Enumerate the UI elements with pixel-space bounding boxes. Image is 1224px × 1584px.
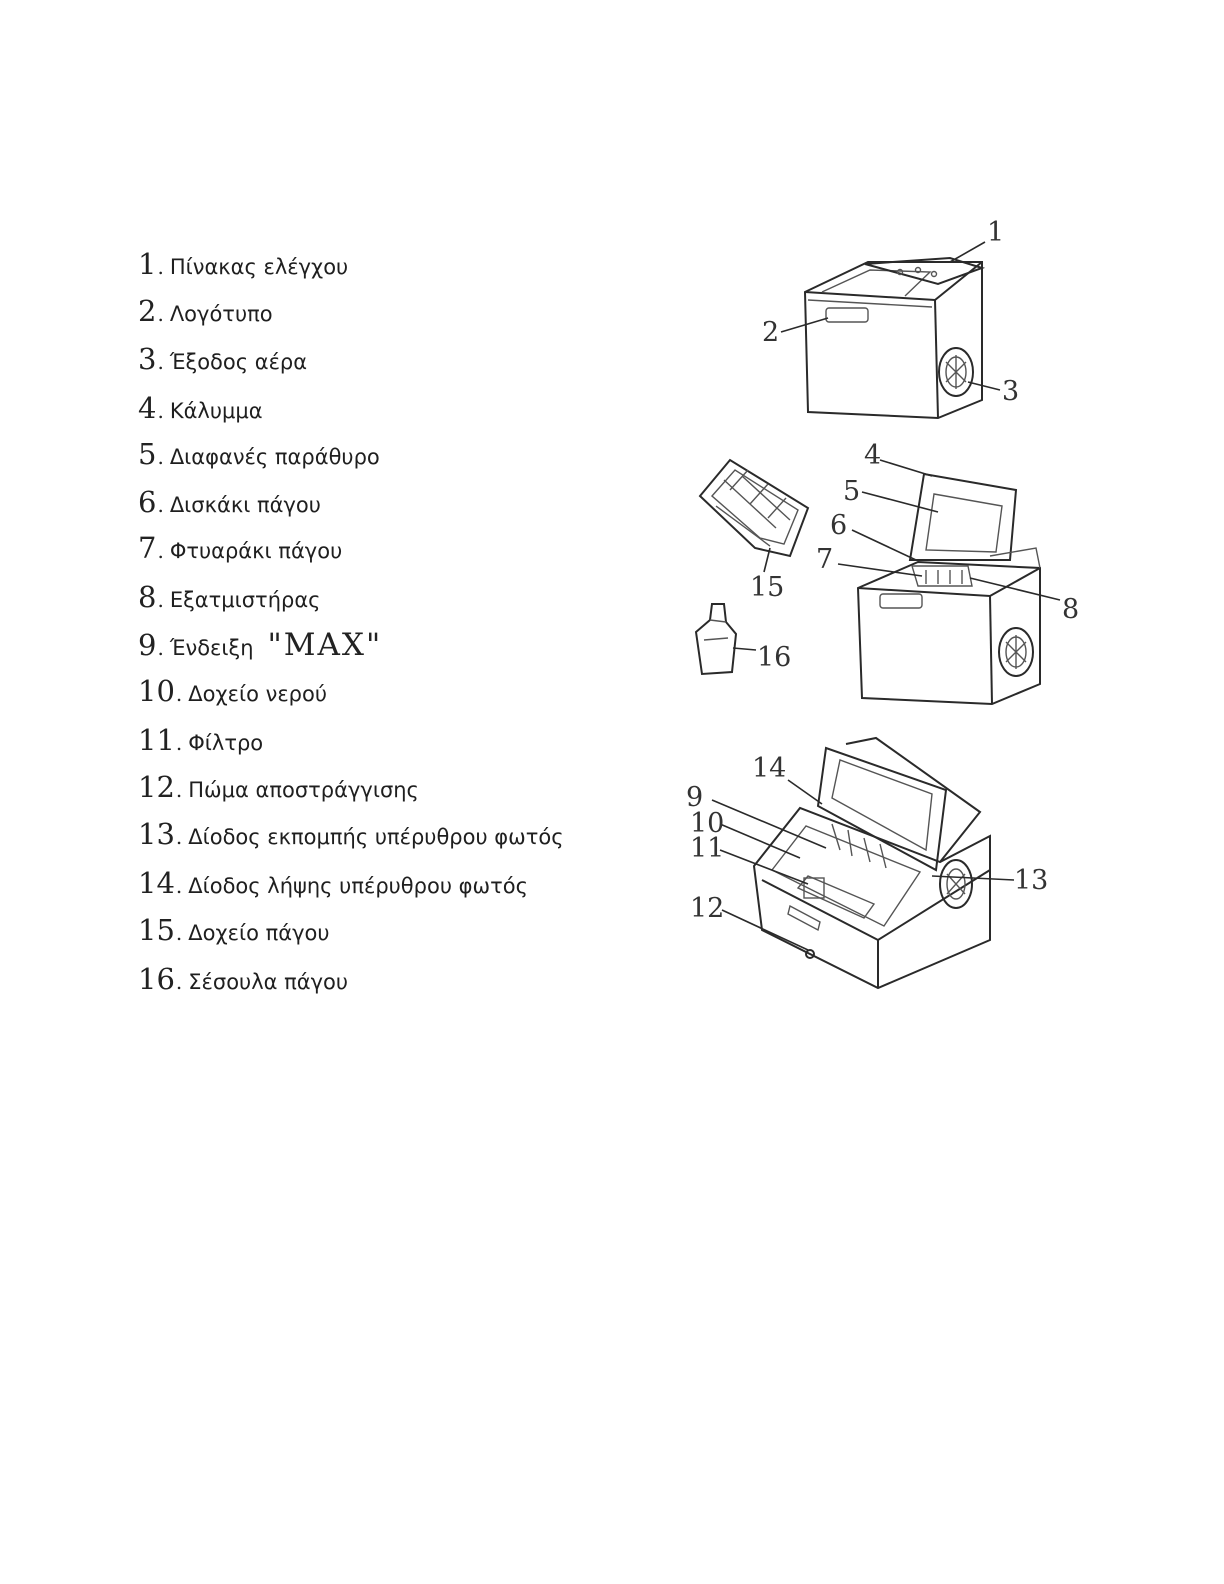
part-item-16: 16 . Σέσουλα πάγου	[138, 962, 349, 996]
part-label: Δίοδος λήψης υπέρυθρου φωτός	[188, 874, 528, 898]
part-label: Λογότυπο	[169, 302, 273, 326]
part-item-13: 13 . Δίοδος εκπομπής υπέρυθρου φωτός	[138, 817, 564, 851]
callout-6: 6	[830, 510, 848, 541]
callout-11: 11	[690, 833, 725, 864]
part-number: 4	[138, 391, 157, 425]
part-label: Δοχείο πάγου	[188, 921, 330, 945]
fan-vent-icon	[999, 628, 1033, 676]
part-number: 16	[138, 962, 175, 996]
part-number: 5	[138, 437, 157, 471]
part-number: 12	[138, 770, 175, 804]
part-label: Φίλτρο	[188, 731, 264, 755]
callout-4: 4	[864, 440, 882, 471]
closed-machine-figure	[781, 242, 1000, 418]
part-label: Διαφανές παράθυρο	[169, 445, 380, 469]
part-number: 6	[138, 485, 157, 519]
callout-9: 9	[686, 782, 704, 813]
part-label: Δοχείο νερού	[188, 682, 328, 706]
part-item-10: 10 . Δοχείο νερού	[138, 674, 328, 708]
max-indicator-text: "MAX"	[267, 627, 383, 663]
part-number: 1	[138, 247, 157, 281]
callout-12: 12	[690, 893, 725, 924]
part-item-12: 12 . Πώμα αποστράγγισης	[138, 770, 419, 804]
part-label: Δίοδος εκπομπής υπέρυθρου φωτός	[188, 825, 564, 849]
part-item-6: 6 . Δισκάκι πάγου	[138, 485, 321, 519]
part-number: 3	[138, 342, 157, 376]
part-label: Εξατμιστήρας	[169, 588, 321, 612]
part-number: 14	[138, 866, 175, 900]
fan-vent-icon	[939, 348, 973, 396]
part-number: 11	[138, 723, 175, 757]
part-label: Πώμα αποστράγγισης	[188, 778, 419, 802]
callout-2: 2	[762, 317, 780, 348]
ice-basket-figure	[700, 460, 808, 572]
part-label: Ένδειξη	[169, 636, 254, 660]
part-label: Πίνακας ελέγχου	[169, 255, 349, 279]
part-item-3: 3 . Έξοδος αέρα	[138, 342, 308, 376]
part-label: Σέσουλα πάγου	[188, 970, 349, 994]
part-label: Έξοδος αέρα	[169, 350, 308, 374]
part-label: Φτυαράκι πάγου	[169, 539, 343, 563]
part-label: Κάλυμμα	[169, 399, 263, 423]
callout-3: 3	[1002, 376, 1020, 407]
part-number: 7	[138, 531, 157, 565]
callout-15: 15	[750, 572, 785, 603]
part-item-1: 1 . Πίνακας ελέγχου	[138, 247, 349, 281]
callout-14: 14	[752, 753, 787, 784]
callout-8: 8	[1062, 594, 1080, 625]
part-item-14: 14 . Δίοδος λήψης υπέρυθρου φωτός	[138, 866, 528, 900]
callout-10: 10	[690, 808, 725, 839]
part-item-7: 7 . Φτυαράκι πάγου	[138, 531, 343, 565]
part-label: Δισκάκι πάγου	[169, 493, 321, 517]
callout-7: 7	[816, 544, 834, 575]
part-item-15: 15 . Δοχείο πάγου	[138, 913, 330, 947]
callout-16: 16	[757, 642, 792, 673]
callout-5: 5	[843, 476, 861, 507]
open-lid-machine-figure	[838, 460, 1060, 704]
part-number: 13	[138, 817, 175, 851]
part-number: 10	[138, 674, 175, 708]
part-number: 9	[138, 628, 157, 662]
callout-13: 13	[1014, 865, 1049, 896]
part-item-4: 4 . Κάλυμμα	[138, 391, 263, 425]
part-item-8: 8 . Εξατμιστήρας	[138, 580, 321, 614]
callout-1: 1	[987, 217, 1005, 248]
part-item-5: 5 . Διαφανές παράθυρο	[138, 437, 380, 471]
part-number: 15	[138, 913, 175, 947]
part-item-2: 2 . Λογότυπο	[138, 294, 273, 328]
part-item-11: 11 . Φίλτρο	[138, 723, 264, 757]
ice-scoop-figure	[696, 604, 756, 674]
part-number: 8	[138, 580, 157, 614]
part-item-9: 9 . Ένδειξη "MAX"	[138, 627, 383, 663]
part-number: 2	[138, 294, 157, 328]
